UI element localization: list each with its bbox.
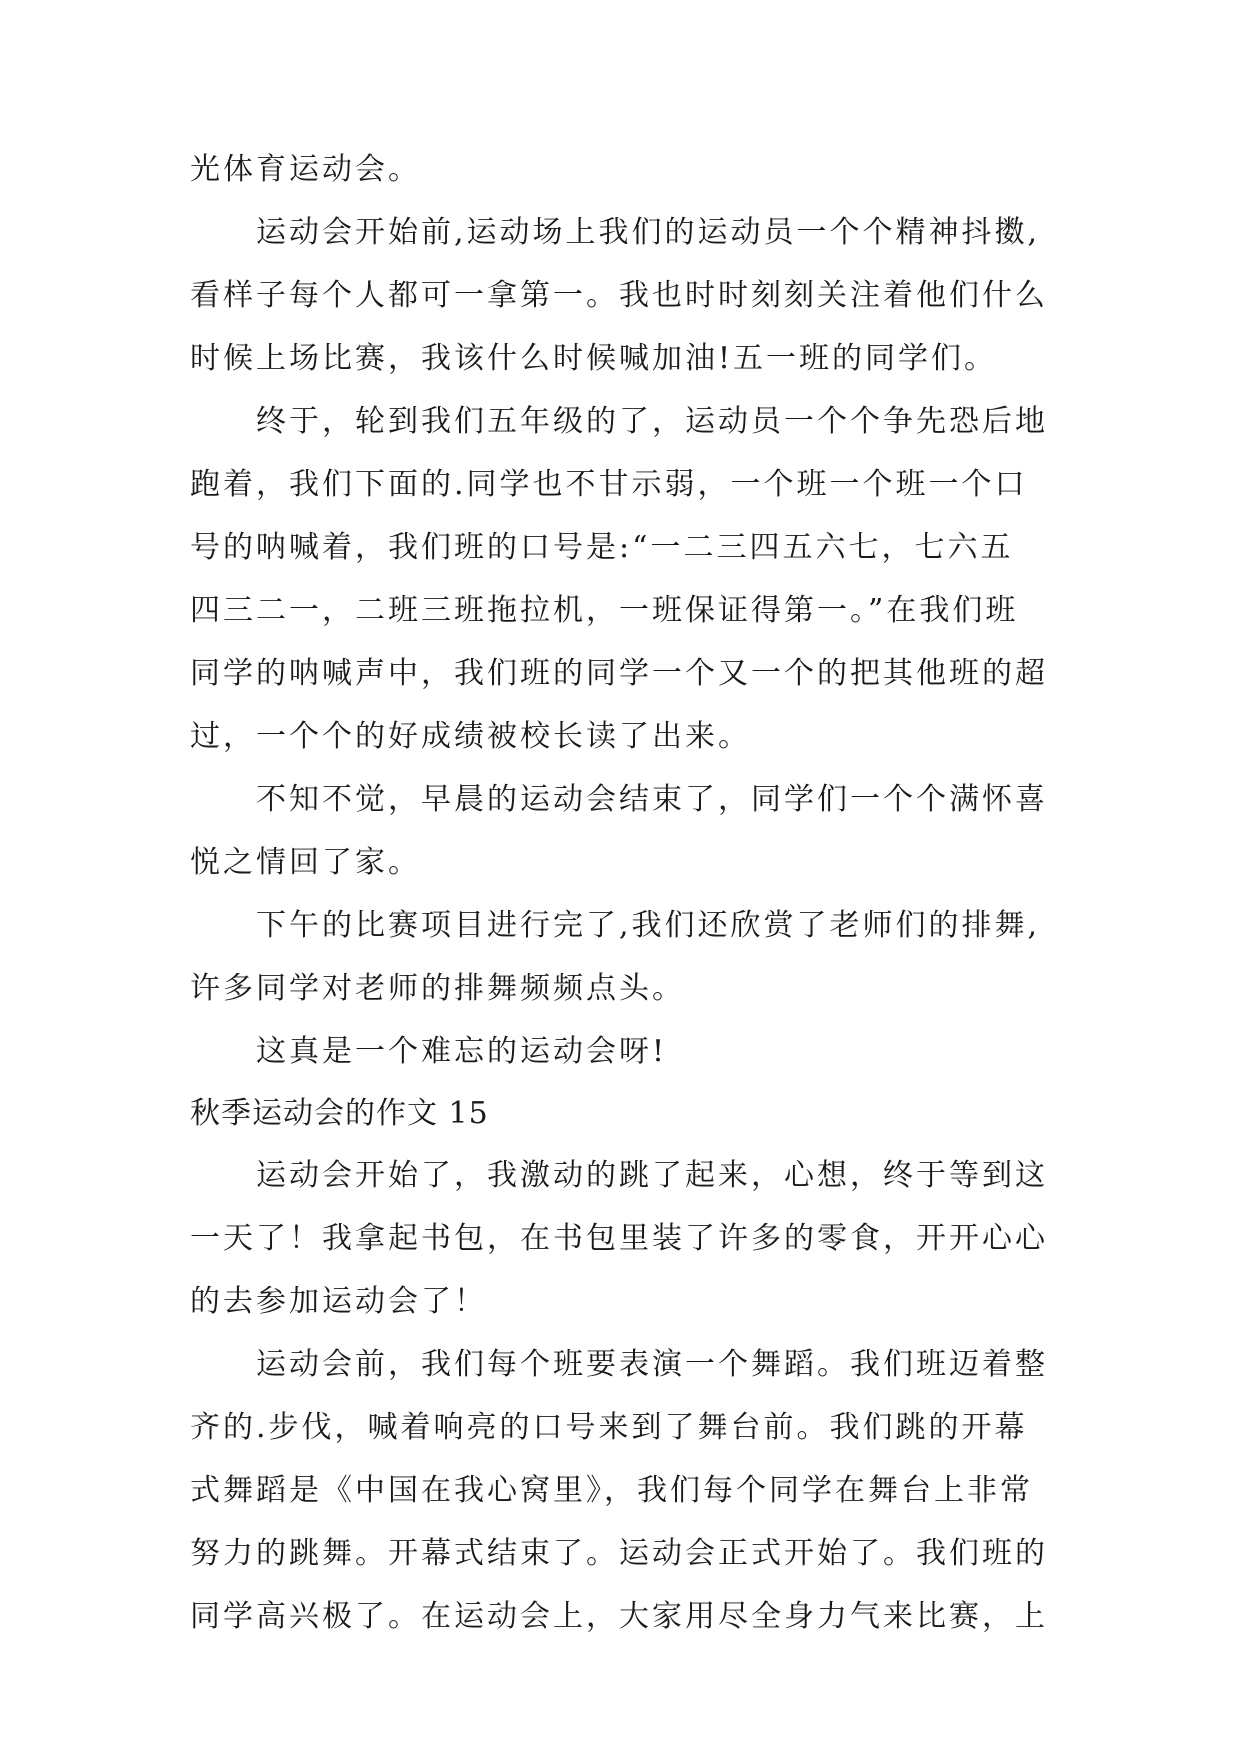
text-line: 下午的比赛项目进行完了,我们还欣赏了老师们的排舞,	[256, 908, 1041, 943]
text-line: 式舞蹈是《中国在我心窝里》，我们每个同学在舞台上非常	[190, 1473, 1033, 1508]
text-line: 跑着，我们下面的.同学也不甘示弱，一个班一个班一个口	[190, 467, 1028, 502]
text-line: 终于，轮到我们五年级的了，运动员一个个争先恐后地	[256, 404, 1048, 439]
text-line: 悦之情回了家。	[190, 845, 421, 880]
section-heading: 秋季运动会的作文 15	[190, 1096, 489, 1131]
text-line: 一天了！我拿起书包，在书包里装了许多的零食，开开心心	[190, 1221, 1048, 1256]
text-line: 过，一个个的好成绩被校长读了出来。	[190, 719, 751, 754]
text-line: 同学高兴极了。在运动会上，大家用尽全身力气来比赛，上	[190, 1599, 1048, 1634]
text-line: 努力的跳舞。开幕式结束了。运动会正式开始了。我们班的	[190, 1536, 1048, 1571]
text-line: 运动会开始前,运动场上我们的运动员一个个精神抖擞,	[256, 215, 1041, 250]
text-line: 时候上场比赛，我该什么时候喊加油!五一班的同学们。	[190, 341, 998, 376]
text-line: 看样子每个人都可一拿第一。我也时时刻刻关注着他们什么	[190, 278, 1048, 313]
text-line: 不知不觉，早晨的运动会结束了，同学们一个个满怀喜	[256, 782, 1048, 817]
text-line: 运动会开始了，我激动的跳了起来，心想，终于等到这	[256, 1158, 1048, 1193]
text-line: 同学的呐喊声中，我们班的同学一个又一个的把其他班的超	[190, 656, 1048, 691]
text-line: 号的呐喊着，我们班的口号是:“一二三四五六七，七六五	[190, 530, 1014, 565]
text-line: 的去参加运动会了！	[190, 1284, 487, 1319]
text-line: 许多同学对老师的排舞频频点头。	[190, 971, 685, 1006]
text-line: 光体育运动会。	[190, 152, 421, 187]
text-line: 四三二一，二班三班拖拉机，一班保证得第一。”在我们班	[190, 593, 1019, 628]
text-line: 齐的.步伐，喊着响亮的口号来到了舞台前。我们跳的开幕	[190, 1410, 1028, 1445]
text-line: 运动会前，我们每个班要表演一个舞蹈。我们班迈着整	[256, 1347, 1048, 1382]
text-line: 这真是一个难忘的运动会呀!	[256, 1034, 668, 1069]
